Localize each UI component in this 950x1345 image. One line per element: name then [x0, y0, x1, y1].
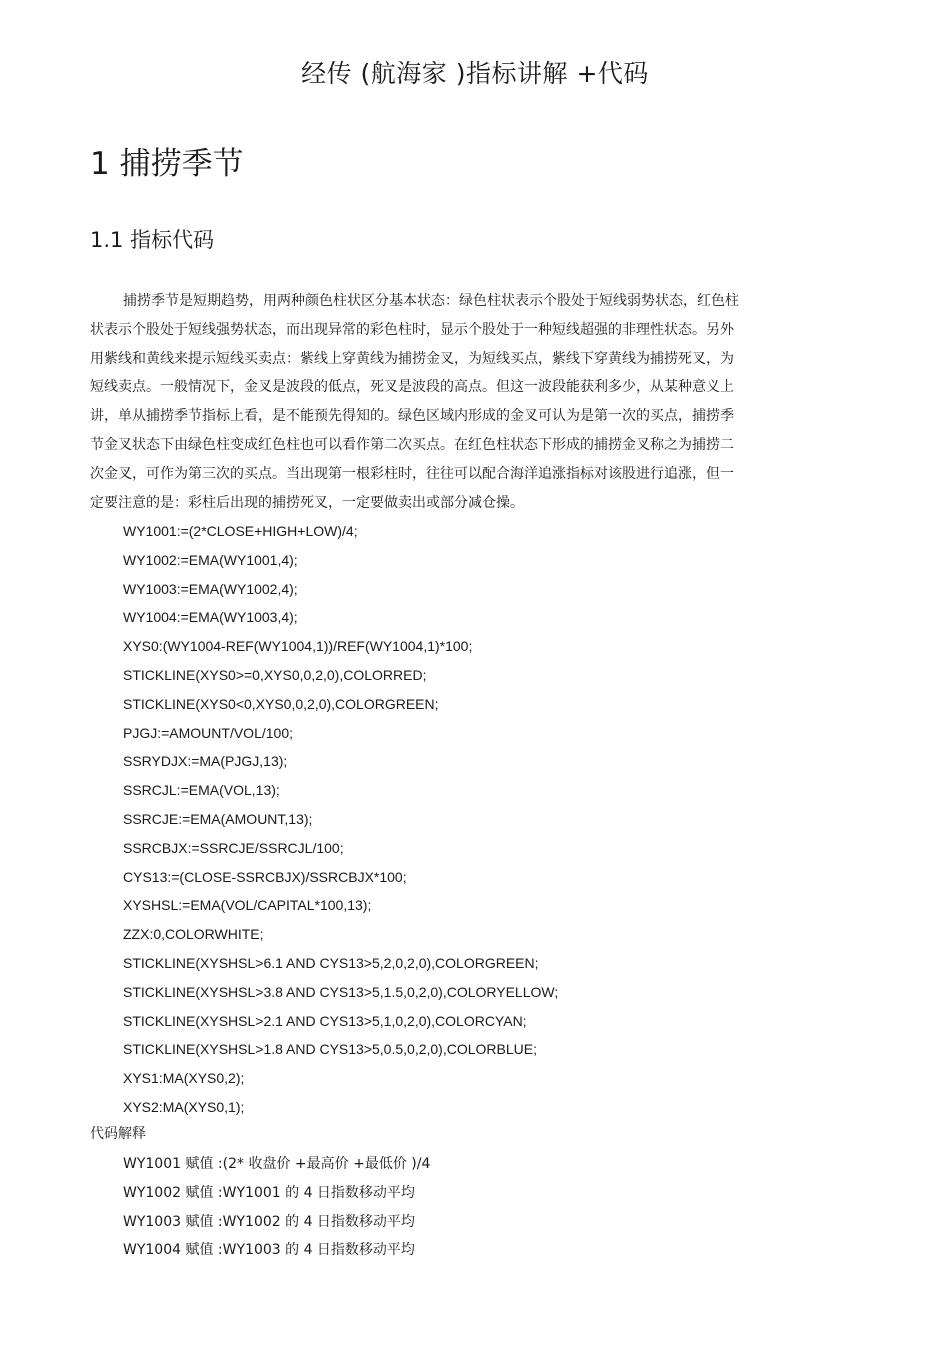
paragraph-line: 次金叉，可作为第三次的买点。当出现第一根彩柱时，往往可以配合海洋追涨指标对该股进行追涨，但一	[90, 465, 734, 482]
paragraph-line: 用紫线和黄线来提示短线买卖点：紫线上穿黄线为捕捞金叉，为短线买点，紫线下穿黄线为捕捞死叉，为	[90, 350, 734, 367]
code-line: STICKLINE(XYS0>=0,XYS0,0,2,0),COLORRED;	[123, 666, 427, 683]
indicator-code-block	[123, 517, 558, 1122]
description-paragraph	[90, 287, 790, 517]
code-explanation-list	[123, 1150, 430, 1265]
code-line: STICKLINE(XYSHSL>6.1 AND CYS13>5,2,0,2,0),COLORGREEN;	[123, 954, 539, 971]
code-line: XYS2:MA(XYS0,1);	[123, 1098, 245, 1115]
code-line: WY1003:=EMA(WY1002,4);	[123, 580, 298, 597]
subsection-heading: 1.1 指标代码	[90, 228, 215, 252]
code-line: ZZX:0,COLORWHITE;	[123, 926, 264, 943]
explanation-label: 代码解释	[90, 1126, 146, 1142]
paragraph-line: 讲，单从捕捞季节指标上看，是不能预先得知的。绿色区域内形成的金叉可认为是第一次的买点，捕捞季	[90, 408, 734, 425]
code-line: STICKLINE(XYSHSL>2.1 AND CYS13>5,1,0,2,0),COLORCYAN;	[123, 1012, 527, 1029]
code-line: SSRYDJX:=MA(PJGJ,13);	[123, 753, 288, 770]
code-line: XYS1:MA(XYS0,2);	[123, 1070, 245, 1087]
paragraph-line: 节金叉状态下由绿色柱变成红色柱也可以看作第二次买点。在红色柱状态下形成的捕捞金叉称之为捕捞二	[90, 436, 734, 453]
code-line: WY1001:=(2*CLOSE+HIGH+LOW)/4;	[123, 523, 358, 539]
code-line: WY1002:=EMA(WY1001,4);	[123, 551, 298, 568]
document-title: 经传 (航海家 )指标讲解 +代码	[301, 59, 649, 88]
paragraph-line: 短线卖点。一般情况下，金叉是波段的低点，死叉是波段的高点。但这一波段能获利多少，从某种意义上	[90, 379, 734, 396]
explanation-line: WY1001 赋值 :(2* 收盘价 +最高价 +最低价 )/4	[123, 1156, 431, 1172]
code-line: SSRCJE:=EMA(AMOUNT,13);	[123, 810, 313, 827]
code-line: STICKLINE(XYS0<0,XYS0,0,2,0),COLORGREEN;	[123, 695, 439, 712]
code-line: XYSHSL:=EMA(VOL/CAPITAL*100,13);	[123, 897, 372, 914]
code-line: CYS13:=(CLOSE-SSRCBJX)/SSRCBJX*100;	[123, 868, 407, 885]
code-line: SSRCBJX:=SSRCJE/SSRCJL/100;	[123, 839, 344, 856]
paragraph-line: 捕捞季节是短期趋势，用两种颜色柱状区分基本状态：绿色柱状表示个股处于短线弱势状态，红色柱	[123, 293, 739, 309]
explanation-line: WY1003 赋值 :WY1002 的 4 日指数移动平均	[123, 1213, 415, 1230]
code-line: STICKLINE(XYSHSL>3.8 AND CYS13>5,1.5,0,2,0),COLORYELLOW;	[123, 983, 559, 1000]
code-line: XYS0:(WY1004-REF(WY1004,1))/REF(WY1004,1)*100;	[123, 638, 473, 655]
explanation-line: WY1002 赋值 :WY1001 的 4 日指数移动平均	[123, 1184, 415, 1201]
paragraph-line: 定要注意的是：彩柱后出现的捕捞死叉，一定要做卖出或部分减仓操。	[90, 494, 524, 511]
section-heading: 1 捕捞季节	[90, 146, 244, 182]
explanation-line: WY1004 赋值 :WY1003 的 4 日指数移动平均	[123, 1242, 415, 1259]
code-line: WY1004:=EMA(WY1003,4);	[123, 609, 298, 626]
paragraph-line: 状表示个股处于短线强势状态，而出现异常的彩色柱时，显示个股处于一种短线超强的非理性状态。另外	[90, 321, 734, 338]
code-line: STICKLINE(XYSHSL>1.8 AND CYS13>5,0.5,0,2,0),COLORBLUE;	[123, 1041, 537, 1058]
code-line: PJGJ:=AMOUNT/VOL/100;	[123, 724, 293, 741]
code-line: SSRCJL:=EMA(VOL,13);	[123, 782, 280, 799]
